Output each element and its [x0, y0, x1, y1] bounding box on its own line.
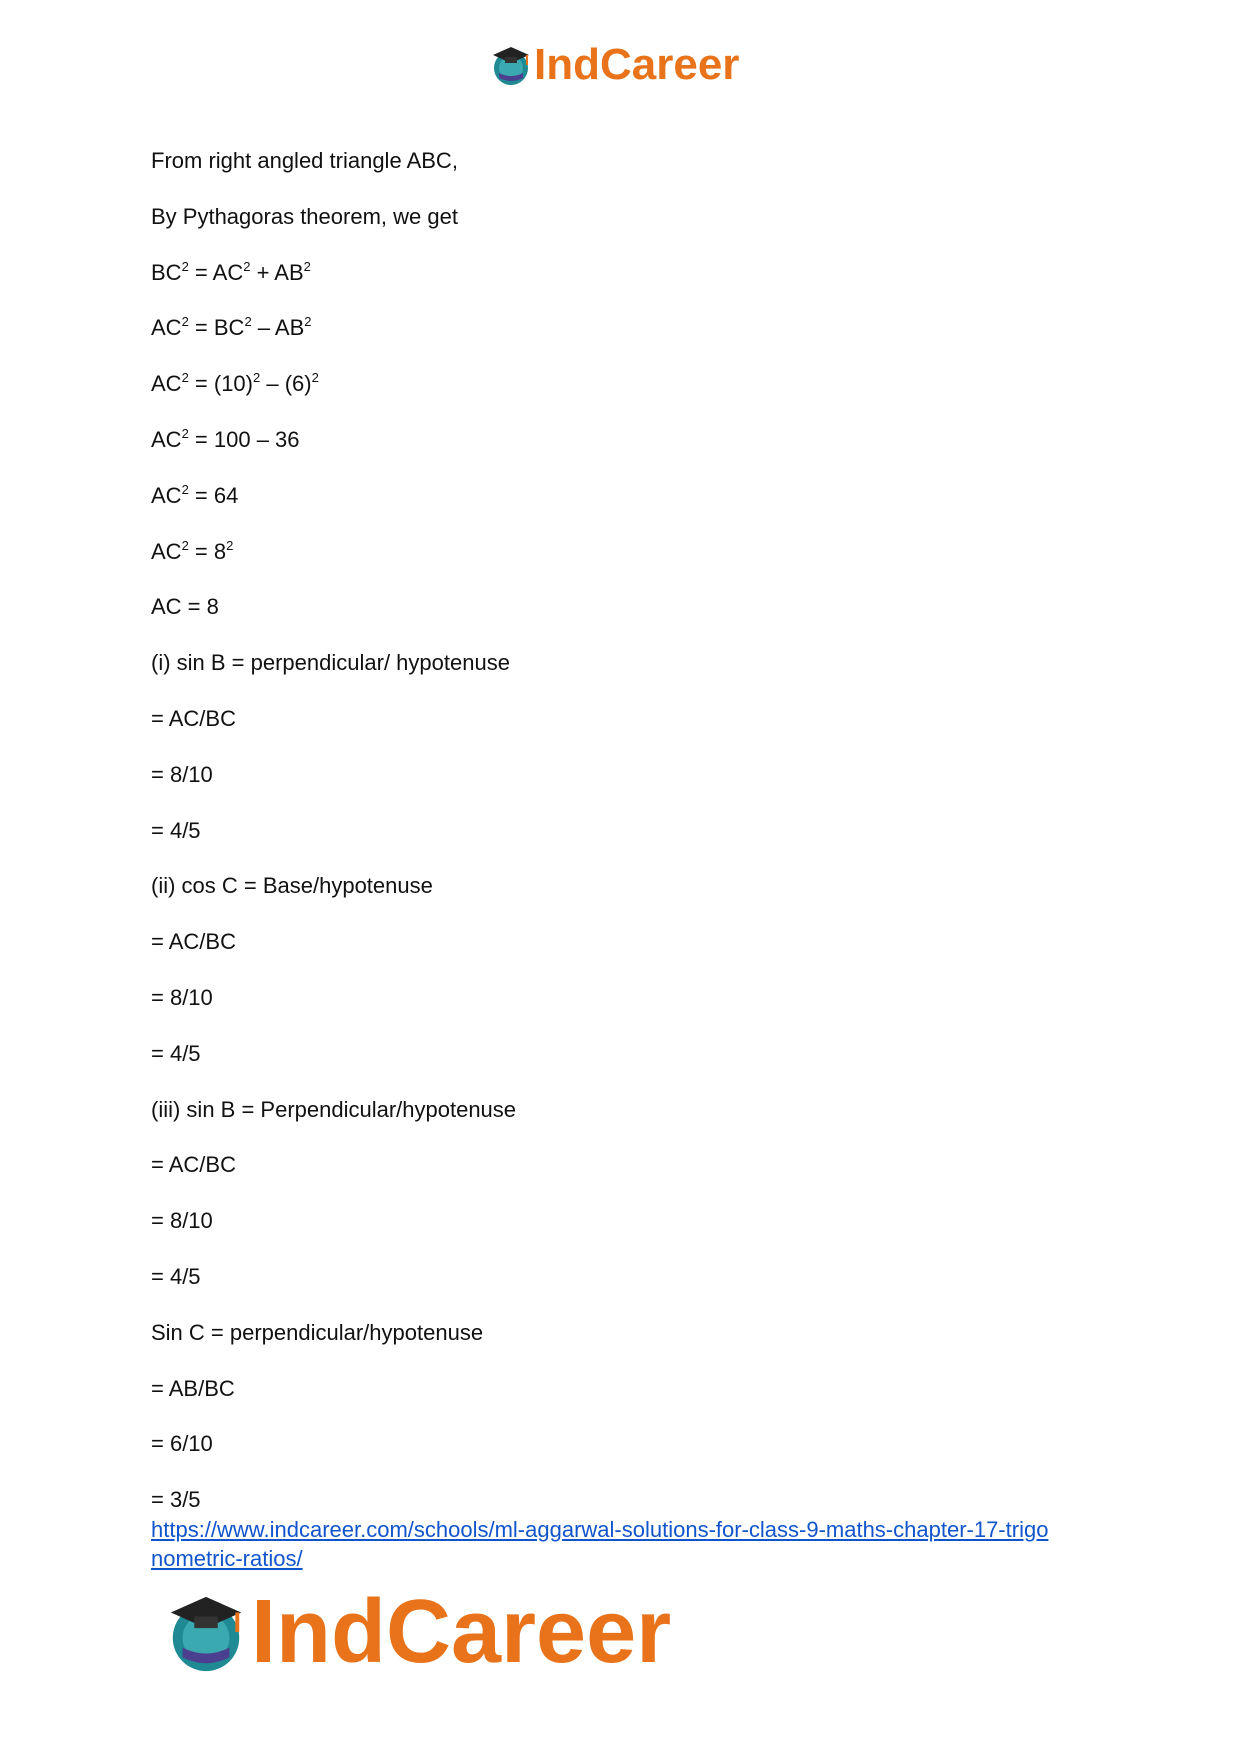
solution-line — [151, 1041, 1101, 1067]
line-text: = 8/10 — [151, 761, 213, 787]
solution-line — [151, 650, 1101, 676]
line-text: = AC/BC — [151, 929, 236, 955]
line-text: = 8/10 — [151, 1208, 213, 1234]
solution-line — [151, 1431, 1101, 1457]
source-link-line-1[interactable]: https://www.indcareer.com/schools/ml-aggarwal-solutions-for-class-9-maths-chapter-17-trigo — [151, 1517, 1049, 1542]
solution-line — [151, 873, 1101, 899]
solution-line — [151, 371, 1101, 397]
superscript: 2 — [243, 258, 251, 274]
line-text: = AC — [188, 259, 244, 285]
superscript: 2 — [181, 537, 189, 553]
document-body — [151, 148, 1101, 1543]
superscript: 2 — [253, 370, 261, 386]
solution-line — [151, 762, 1101, 788]
line-text: = AC/BC — [151, 1152, 236, 1178]
solution-line — [151, 1487, 1101, 1513]
line-text: – (6) — [260, 371, 312, 397]
line-text: = 8 — [188, 538, 227, 564]
line-text: BC — [151, 259, 182, 285]
line-text: = 3/5 — [151, 1487, 201, 1513]
line-text: = 4/5 — [151, 817, 201, 843]
solution-line — [151, 1376, 1101, 1402]
line-text: = (10) — [188, 371, 253, 397]
line-text: = 4/5 — [151, 1263, 201, 1289]
solution-line — [151, 539, 1101, 565]
graduation-cap-globe-icon — [163, 1589, 249, 1675]
footer-logo-text: IndCareer — [251, 1582, 672, 1682]
source-link-line-2[interactable]: nometric-ratios/ — [151, 1546, 303, 1571]
line-text: = 64 — [188, 482, 239, 508]
header-logo — [489, 40, 739, 90]
line-text: = AB/BC — [151, 1375, 235, 1401]
superscript: 2 — [181, 481, 189, 497]
solution-line — [151, 427, 1101, 453]
line-text: AC — [151, 426, 182, 452]
line-text: + AB — [250, 259, 304, 285]
solution-line — [151, 929, 1101, 955]
line-text: (ii) cos C = Base/hypotenuse — [151, 873, 433, 899]
superscript: 2 — [181, 370, 189, 386]
footer-logo — [163, 1582, 671, 1682]
line-text: = 6/10 — [151, 1431, 213, 1457]
superscript: 2 — [181, 425, 189, 441]
solution-line — [151, 1152, 1101, 1178]
solution-line — [151, 1208, 1101, 1234]
superscript: 2 — [303, 258, 311, 274]
source-link[interactable] — [151, 1515, 1101, 1573]
line-text: – AB — [251, 315, 305, 341]
line-text: AC = 8 — [151, 594, 219, 620]
solution-line — [151, 1264, 1101, 1290]
superscript: 2 — [181, 258, 189, 274]
solution-line — [151, 818, 1101, 844]
solution-line — [151, 594, 1101, 620]
line-text: = BC — [188, 315, 245, 341]
solution-line — [151, 1097, 1101, 1123]
solution-line — [151, 483, 1101, 509]
solution-line — [151, 1320, 1101, 1346]
superscript: 2 — [244, 314, 252, 330]
solution-line — [151, 706, 1101, 732]
superscript: 2 — [226, 537, 234, 553]
line-text: (iii) sin B = Perpendicular/hypotenuse — [151, 1096, 517, 1122]
superscript: 2 — [181, 314, 189, 330]
solution-line — [151, 260, 1101, 286]
line-text: = AC/BC — [151, 705, 236, 731]
line-text: By Pythagoras theorem, we get — [151, 203, 458, 229]
line-text: AC — [151, 371, 182, 397]
solution-line — [151, 148, 1101, 174]
line-text: = 4/5 — [151, 1040, 201, 1066]
superscript: 2 — [311, 370, 319, 386]
line-text: From right angled triangle ABC, — [151, 148, 458, 173]
solution-line — [151, 985, 1101, 1011]
solution-line — [151, 315, 1101, 341]
solution-line — [151, 204, 1101, 230]
line-text: AC — [151, 538, 182, 564]
line-text: AC — [151, 482, 182, 508]
line-text: AC — [151, 315, 182, 341]
line-text: (i) sin B = perpendicular/ hypotenuse — [151, 650, 510, 676]
superscript: 2 — [304, 314, 312, 330]
line-text: Sin C = perpendicular/hypotenuse — [151, 1319, 484, 1345]
graduation-cap-globe-icon — [489, 43, 533, 87]
header-logo-text: IndCareer — [534, 40, 740, 89]
line-text: = 100 – 36 — [188, 426, 300, 452]
line-text: = 8/10 — [151, 984, 213, 1010]
